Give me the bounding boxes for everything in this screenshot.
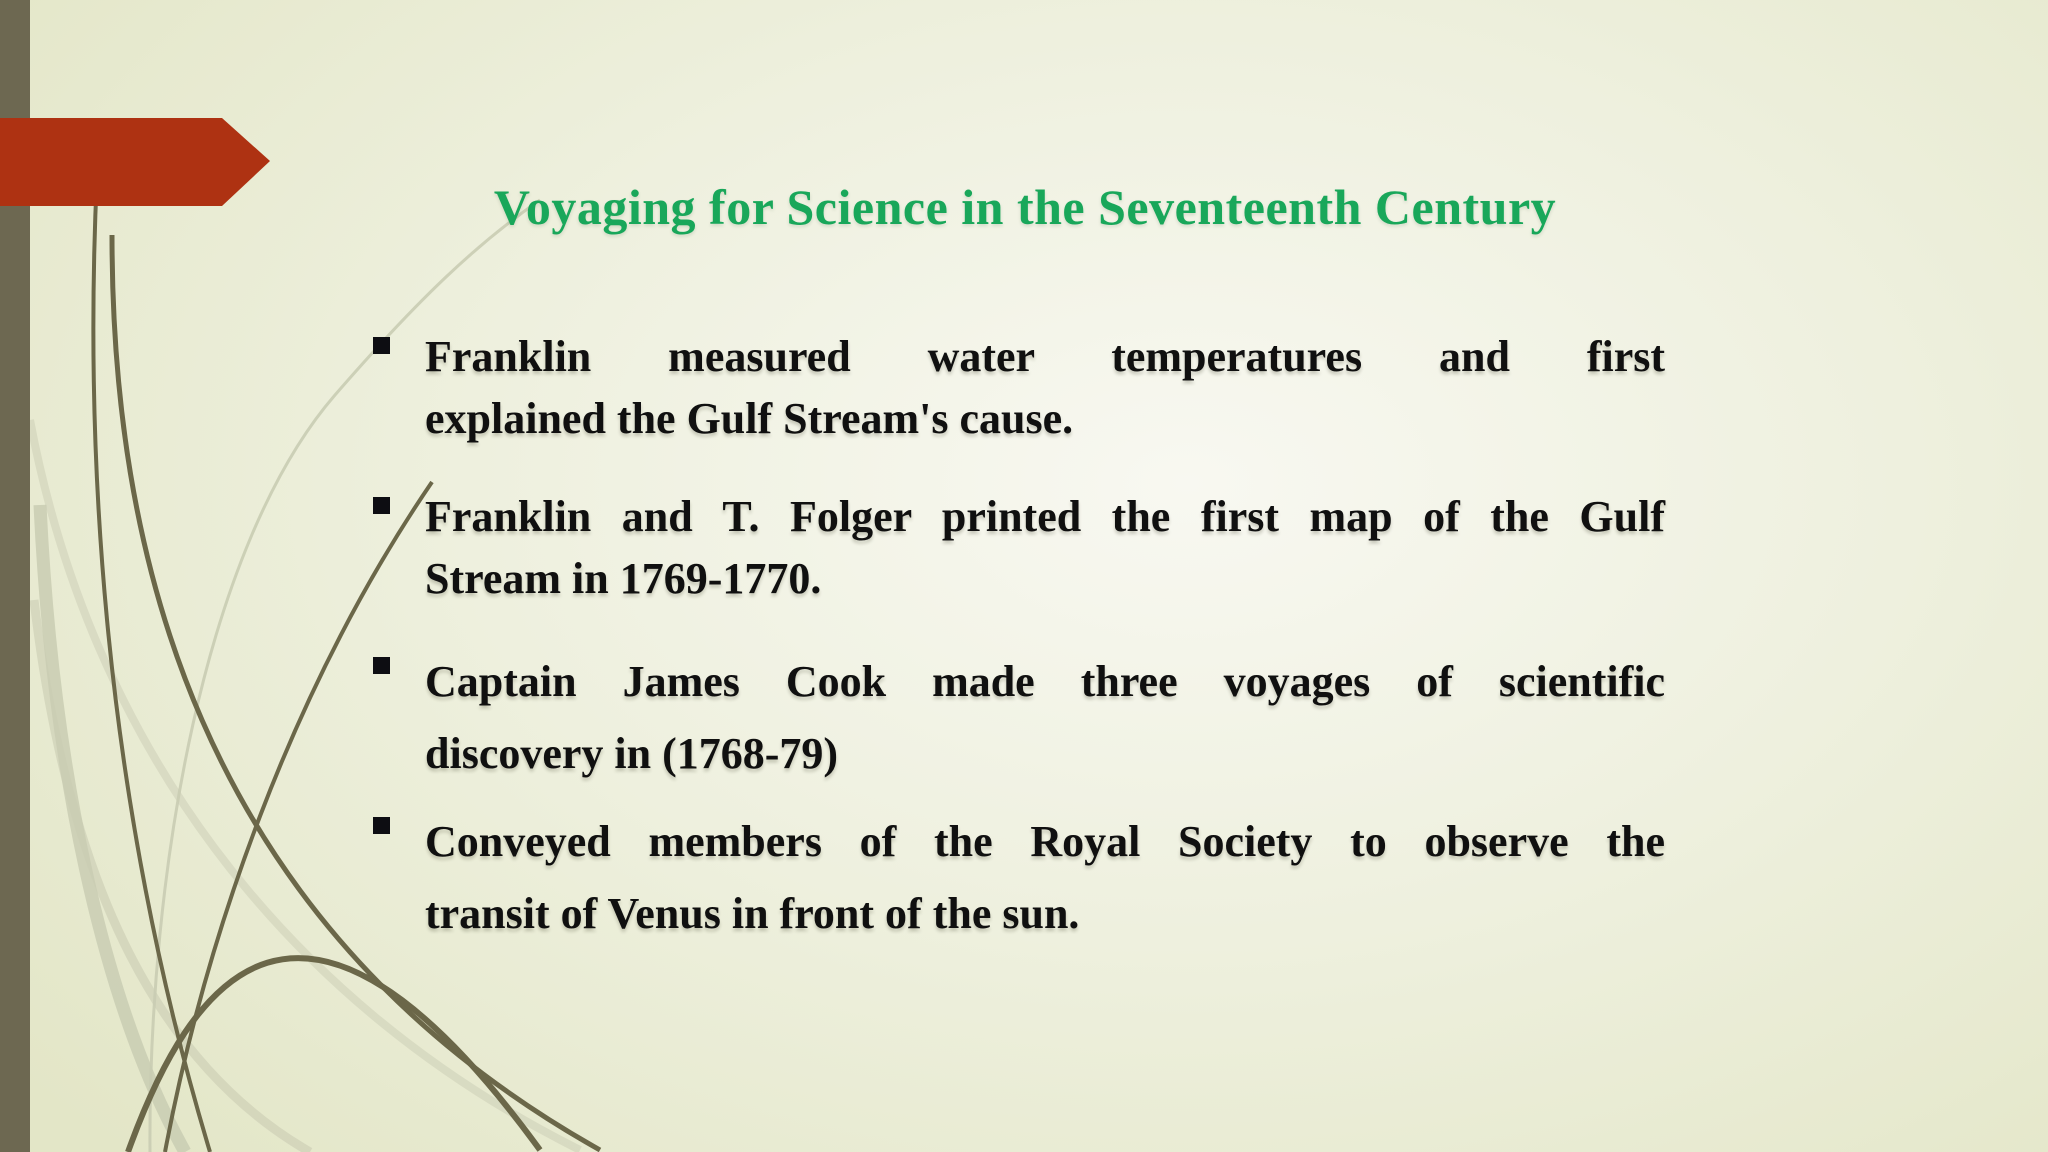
bullet-1-line-2: explained the Gulf Stream's cause. [425,394,1074,443]
bullet-square-icon [373,497,390,514]
bullet-item-2 [425,486,1665,610]
bullet-square-icon [373,657,390,674]
bullet-item-3 [425,646,1665,790]
bullet-2-line-1: Franklin and T. Folger printed the first map of the Gulf [425,492,1665,541]
bullet-4-line-2: transit of Venus in front of the sun. [425,889,1080,938]
bullet-square-icon [373,817,390,834]
bullet-item-1 [425,326,1665,450]
bullet-3-line-2: discovery in (1768-79) [425,729,839,778]
bullet-4-line-1: Conveyed members of the Royal Society to observe the [425,817,1665,866]
bullet-square-icon [373,337,390,354]
bullet-1-line-1: Franklin measured water temperatures and first [425,332,1665,381]
bullet-item-4 [425,806,1665,950]
bullet-3-line-1: Captain James Cook made three voyages of scientific [425,657,1665,706]
bullet-2-line-2: Stream in 1769-1770. [425,554,822,603]
bullet-list [425,326,1665,950]
slide-title: Voyaging for Science in the Seventeenth Century [493,179,1557,235]
